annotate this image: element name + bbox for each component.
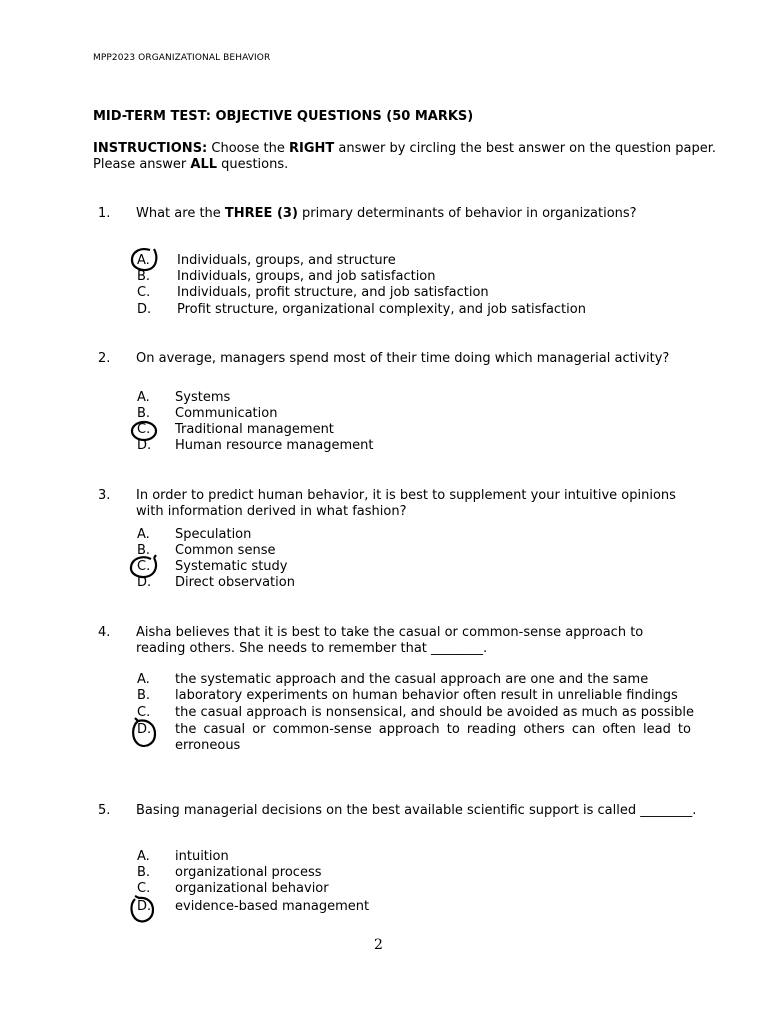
- option-text: Speculation: [175, 527, 252, 542]
- question-text: Aisha believes that it is best to take the casual or common-sense approach to reading others. She needs to remember that ________.: [136, 625, 644, 656]
- option-text: organizational behavior: [175, 881, 329, 896]
- instructions-all: ALL: [190, 157, 218, 172]
- option-label: A.: [137, 527, 150, 542]
- document-header: MPP2023 ORGANIZATIONAL BEHAVIOR: [93, 53, 271, 63]
- option-text: the casual or common-sense approach to reading others can often lead to erroneous: [175, 722, 691, 753]
- option-label: A.: [137, 849, 150, 864]
- option-label: B.: [137, 543, 151, 558]
- option-text: Systems: [175, 390, 231, 405]
- option-label: D.: [137, 575, 152, 590]
- option-text: Individuals, groups, and job satisfaction: [177, 269, 436, 284]
- option-text: evidence-based management: [175, 899, 370, 914]
- option-label: A.: [137, 390, 150, 405]
- instructions-label: INSTRUCTIONS:: [93, 141, 208, 156]
- option-text: Communication: [175, 406, 278, 421]
- option-label: C.: [137, 559, 151, 574]
- question-text: Basing managerial decisions on the best available scientific support is called ________.: [136, 803, 697, 818]
- option-label: B.: [137, 688, 151, 703]
- instructions: [93, 141, 718, 173]
- option-text: Human resource management: [175, 438, 374, 453]
- option-label: D.: [137, 722, 152, 737]
- option-label: B.: [137, 269, 151, 284]
- option-label: C.: [137, 705, 151, 720]
- question-text: In order to predict human behavior, it is best to supplement your intuitive opinions with information derived in what fashion?: [136, 488, 676, 519]
- question-text-post: primary determinants of behavior in organizations?: [297, 206, 637, 221]
- question-text-bold: THREE (3): [224, 206, 298, 221]
- instructions-text-3: questions.: [217, 157, 289, 172]
- option-text: Profit structure, organizational complexity, and job satisfaction: [177, 302, 586, 317]
- option-text: the systematic approach and the casual approach are one and the same: [175, 672, 649, 687]
- option-label: B.: [137, 865, 151, 880]
- option-label: C.: [137, 881, 151, 896]
- instructions-right: RIGHT: [289, 141, 335, 156]
- option-text: Individuals, profit structure, and job satisfaction: [177, 285, 489, 300]
- option-label: C.: [137, 285, 151, 300]
- option-text: intuition: [175, 849, 229, 864]
- option-text: Systematic study: [175, 559, 288, 574]
- option-label: D.: [137, 302, 152, 317]
- option-label: D.: [137, 899, 152, 914]
- option-label: A.: [137, 672, 150, 687]
- question-text-pre: What are the: [136, 206, 225, 221]
- question-number: 4.: [98, 625, 111, 640]
- question-text: On average, managers spend most of their time doing which managerial activity?: [136, 351, 670, 366]
- question-number: 1.: [98, 206, 111, 221]
- question-number: 2.: [98, 351, 111, 366]
- test-title: MID-TERM TEST: OBJECTIVE QUESTIONS (50 MARKS): [93, 109, 474, 124]
- option-label: A.: [137, 253, 150, 268]
- instructions-text-1: Choose the: [207, 141, 289, 156]
- question-number: 3.: [98, 488, 111, 503]
- option-text: the casual approach is nonsensical, and should be avoided as much as possible: [175, 705, 695, 720]
- option-text: Direct observation: [175, 575, 295, 590]
- option-text: Traditional management: [175, 422, 334, 437]
- option-text: Common sense: [175, 543, 276, 558]
- page-number: 2: [374, 937, 383, 953]
- option-label: D.: [137, 438, 152, 453]
- instructions-text-2: answer by circling the best answer on the question paper. Please answer: [93, 141, 717, 172]
- option-label: B.: [137, 406, 151, 421]
- option-label: C.: [137, 422, 151, 437]
- question-text: [136, 206, 696, 222]
- option-text: laboratory experiments on human behavior often result in unreliable findings: [175, 688, 678, 703]
- question-number: 5.: [98, 803, 111, 818]
- option-text: organizational process: [175, 865, 322, 880]
- option-text: Individuals, groups, and structure: [177, 253, 396, 268]
